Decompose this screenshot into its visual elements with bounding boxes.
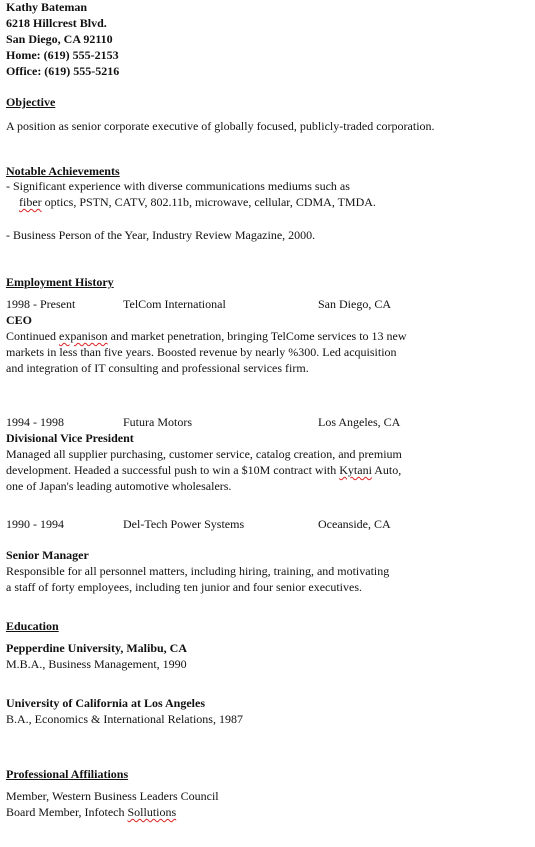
job-dates: 1994 - 1998	[6, 415, 64, 429]
contact-city: San Diego, CA 92110	[6, 32, 113, 46]
job-desc-text: and market penetration, bringing TelCome services to 13 new	[107, 329, 407, 343]
job-description-line: markets in less than five years. Boosted revenue by nearly %300. Led acquisition	[6, 345, 397, 359]
job-location: Los Angeles, CA	[318, 415, 401, 429]
spellcheck-word: expanison	[59, 329, 108, 343]
job-desc-text: development. Headed a successful push to win a $10M contract with	[6, 463, 340, 477]
achievement-item-1-line-1: - Significant experience with diverse communications mediums such as	[6, 179, 350, 193]
contact-office-phone: Office: (619) 555-5216	[6, 64, 120, 78]
objective-heading: Objective	[6, 95, 56, 109]
contact-home-phone: Home: (619) 555-2153	[6, 48, 119, 62]
education-heading: Education	[6, 619, 59, 633]
job-location: San Diego, CA	[318, 297, 391, 311]
job-title: CEO	[6, 313, 33, 327]
school-degree: B.A., Economics & International Relations, 1987	[6, 712, 243, 726]
job-description-line: Managed all supplier purchasing, customer service, catalog creation, and premium	[6, 447, 402, 461]
job-dates: 1998 - Present	[6, 297, 76, 311]
job-description-line: one of Japan's leading automotive wholesalers.	[6, 479, 232, 493]
job-description-line	[6, 328, 407, 344]
achievement-item-2: - Business Person of the Year, Industry Review Magazine, 2000.	[6, 228, 316, 242]
job-company: TelCom International	[123, 297, 226, 311]
job-company: Futura Motors	[123, 415, 192, 429]
spellcheck-word: Kytani	[339, 463, 372, 477]
school-name: Pepperdine University, Malibu, CA	[6, 641, 188, 655]
school-name: University of California at Los Angeles	[6, 696, 205, 710]
affiliation-text: Board Member, Infotech	[6, 805, 128, 819]
job-company: Del-Tech Power Systems	[123, 517, 245, 531]
contact-street: 6218 Hillcrest Blvd.	[6, 16, 107, 30]
contact-name: Kathy Bateman	[6, 0, 87, 14]
job-title: Divisional Vice President	[6, 431, 134, 445]
achievement-item-1-rest: optics, PSTN, CATV, 802.11b, microwave, cellular, CDMA, TMDA.	[41, 195, 376, 209]
job-description-line: and integration of IT consulting and professional services firm.	[6, 361, 309, 375]
affiliation-item: Member, Western Business Leaders Council	[6, 789, 219, 803]
job-title: Senior Manager	[6, 548, 89, 562]
objective-text: A position as senior corporate executive of globally focused, publicly-traded corporation.	[6, 119, 435, 133]
job-header-row	[6, 516, 526, 532]
affiliation-item	[6, 804, 176, 820]
affiliations-heading: Professional Affiliations	[6, 767, 129, 781]
school-degree: M.B.A., Business Management, 1990	[6, 657, 187, 671]
job-location: Oceanside, CA	[318, 517, 391, 531]
achievements-heading: Notable Achievements	[6, 164, 120, 178]
job-description-line: Responsible for all personnel matters, including hiring, training, and motivating	[6, 564, 390, 578]
job-description-line: a staff of forty employees, including ten junior and four senior executives.	[6, 580, 363, 594]
employment-heading: Employment History	[6, 275, 114, 289]
job-header-row	[6, 414, 526, 430]
achievement-item-1-line-2	[19, 194, 376, 210]
job-dates: 1990 - 1994	[6, 517, 64, 531]
job-description-line	[6, 462, 401, 478]
job-desc-text: Continued	[6, 329, 59, 343]
spellcheck-word: Sollutions	[127, 805, 177, 819]
spellcheck-word: fiber	[19, 195, 42, 209]
job-desc-text: Auto,	[371, 463, 402, 477]
job-header-row	[6, 296, 526, 312]
